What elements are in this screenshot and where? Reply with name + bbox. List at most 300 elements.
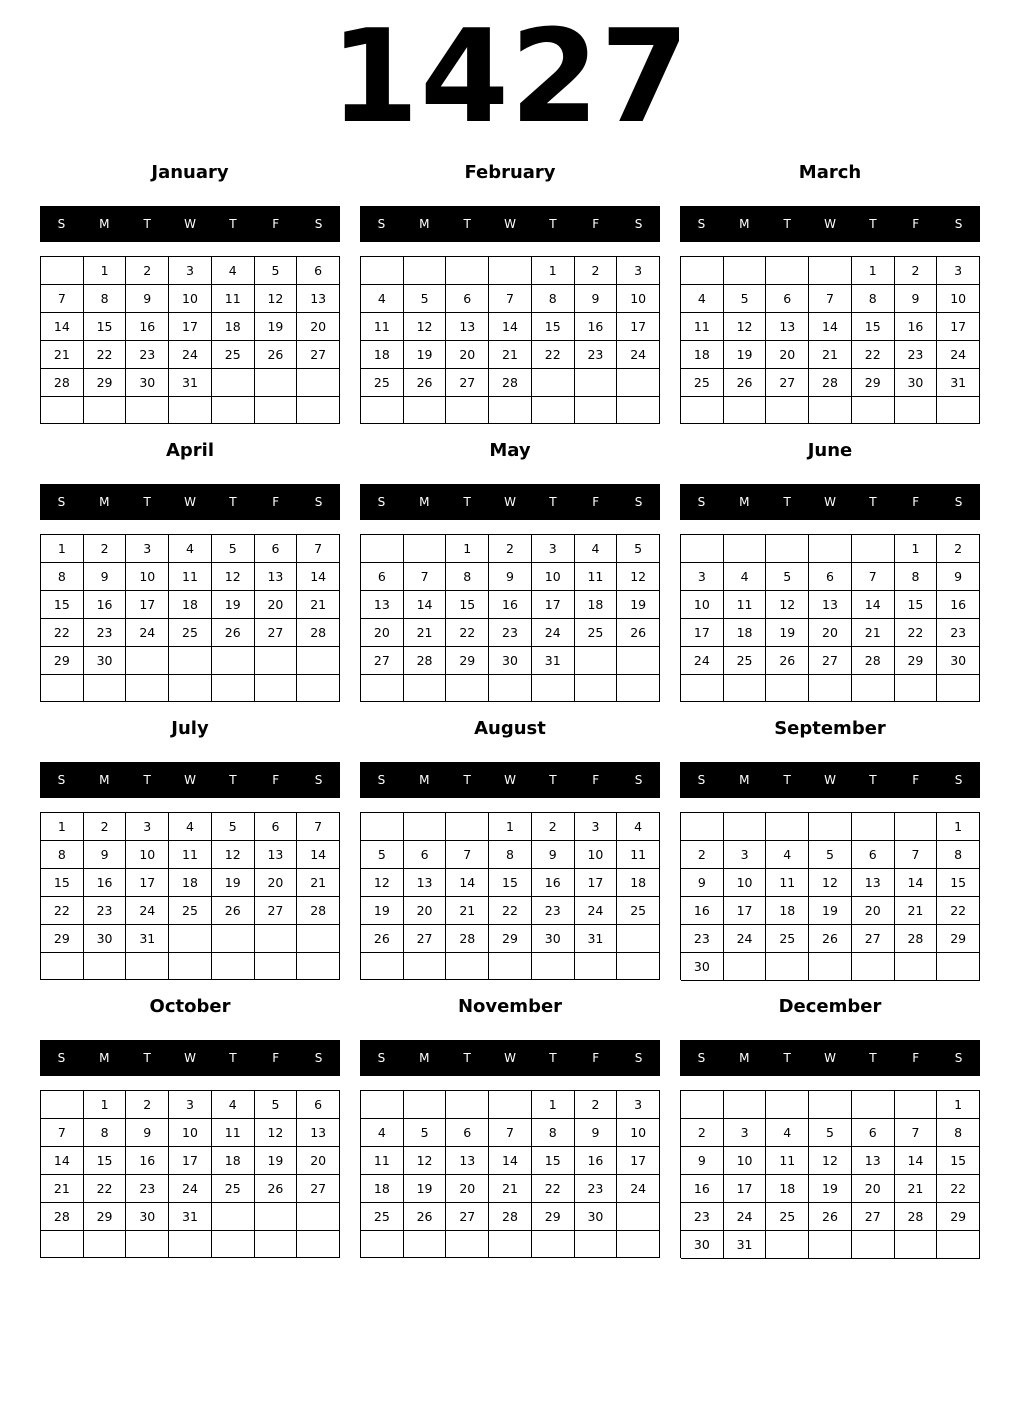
day-cell — [255, 647, 298, 675]
day-cell — [446, 953, 489, 980]
day-cell: 28 — [852, 647, 895, 675]
day-cell: 15 — [41, 869, 84, 897]
weekday-label: S — [697, 495, 706, 509]
day-cell: 4 — [212, 1091, 255, 1119]
day-cell: 13 — [361, 591, 404, 619]
weekday-label: T — [869, 1051, 877, 1065]
day-cell: 8 — [895, 563, 938, 591]
day-cell: 17 — [724, 897, 767, 925]
day-cell — [766, 257, 809, 285]
day-cell — [404, 257, 447, 285]
day-cell: 12 — [404, 1147, 447, 1175]
day-cell — [681, 675, 724, 702]
day-cell: 21 — [446, 897, 489, 925]
day-cell — [852, 397, 895, 424]
day-cell: 14 — [489, 313, 532, 341]
weekday-label: T — [463, 495, 471, 509]
day-cell — [575, 953, 618, 980]
day-cell — [361, 535, 404, 563]
day-cell: 6 — [809, 563, 852, 591]
day-cell: 25 — [575, 619, 618, 647]
day-cell: 18 — [681, 341, 724, 369]
day-cell: 13 — [852, 869, 895, 897]
day-cell — [212, 925, 255, 953]
day-cell: 27 — [766, 369, 809, 397]
day-cell — [404, 535, 447, 563]
day-cell: 19 — [404, 1175, 447, 1203]
day-cell: 4 — [766, 841, 809, 869]
day-cell: 6 — [361, 563, 404, 591]
weekday-label: S — [954, 773, 963, 787]
day-cell — [446, 1231, 489, 1258]
month-title: January — [151, 162, 229, 183]
weekday-label: S — [57, 773, 66, 787]
day-cell: 1 — [446, 535, 489, 563]
day-cell: 6 — [404, 841, 447, 869]
day-cell: 25 — [169, 619, 212, 647]
day-cell: 14 — [297, 563, 340, 591]
day-cell: 6 — [766, 285, 809, 313]
month-title: July — [171, 718, 209, 739]
day-cell — [41, 675, 84, 702]
weekday-label: S — [57, 495, 66, 509]
day-cell: 18 — [361, 341, 404, 369]
weekday-label: T — [143, 1051, 151, 1065]
day-cell — [297, 1203, 340, 1231]
weekday-label: S — [697, 1051, 706, 1065]
day-cell: 15 — [84, 313, 127, 341]
day-cell — [937, 397, 980, 424]
day-cell: 7 — [489, 1119, 532, 1147]
day-cell: 12 — [255, 285, 298, 313]
day-cell: 27 — [404, 925, 447, 953]
day-cell: 26 — [404, 1203, 447, 1231]
weekday-label: T — [549, 773, 557, 787]
day-cell: 24 — [126, 897, 169, 925]
weekday-label: S — [314, 1051, 323, 1065]
day-cell: 10 — [724, 869, 767, 897]
day-cell: 3 — [575, 813, 618, 841]
weekday-label: W — [504, 495, 516, 509]
day-cell: 31 — [724, 1231, 767, 1259]
day-cell: 22 — [489, 897, 532, 925]
day-cell: 28 — [809, 369, 852, 397]
day-cell: 1 — [84, 257, 127, 285]
day-cell: 13 — [255, 563, 298, 591]
day-cell: 8 — [532, 285, 575, 313]
day-cell: 15 — [489, 869, 532, 897]
day-cell: 3 — [169, 257, 212, 285]
day-cell — [126, 1231, 169, 1258]
day-cell: 9 — [681, 869, 724, 897]
day-cell: 15 — [895, 591, 938, 619]
day-cell: 16 — [126, 313, 169, 341]
day-cell — [255, 953, 298, 980]
day-cell: 13 — [809, 591, 852, 619]
day-cell: 27 — [297, 341, 340, 369]
day-cell — [297, 675, 340, 702]
day-cell: 11 — [766, 869, 809, 897]
year-title: 1427 — [329, 3, 691, 152]
day-cell: 25 — [169, 897, 212, 925]
day-cell: 12 — [766, 591, 809, 619]
day-cell: 25 — [681, 369, 724, 397]
day-cell — [361, 257, 404, 285]
day-cell: 2 — [84, 813, 127, 841]
day-cell: 30 — [126, 1203, 169, 1231]
day-cell: 7 — [41, 1119, 84, 1147]
day-cell: 11 — [766, 1147, 809, 1175]
day-cell: 27 — [446, 369, 489, 397]
day-cell: 12 — [212, 563, 255, 591]
day-cell: 4 — [361, 285, 404, 313]
day-cell — [681, 257, 724, 285]
day-cell: 23 — [489, 619, 532, 647]
day-cell — [766, 535, 809, 563]
day-cell: 17 — [169, 1147, 212, 1175]
day-cell: 19 — [617, 591, 660, 619]
day-cell: 24 — [126, 619, 169, 647]
day-cell — [212, 397, 255, 424]
day-cell — [361, 397, 404, 424]
day-grid — [680, 1090, 980, 1258]
weekday-label: M — [99, 1051, 110, 1065]
day-cell: 25 — [212, 1175, 255, 1203]
day-cell: 5 — [766, 563, 809, 591]
day-cell: 2 — [532, 813, 575, 841]
day-cell: 9 — [126, 1119, 169, 1147]
day-cell: 16 — [937, 591, 980, 619]
day-cell: 2 — [681, 841, 724, 869]
weekday-label: S — [57, 217, 66, 231]
day-cell — [212, 647, 255, 675]
day-cell: 25 — [617, 897, 660, 925]
day-cell — [724, 953, 767, 981]
day-cell: 20 — [766, 341, 809, 369]
day-cell: 28 — [489, 1203, 532, 1231]
day-cell: 6 — [852, 841, 895, 869]
month-title: September — [774, 718, 886, 739]
day-cell: 30 — [84, 925, 127, 953]
day-cell: 21 — [41, 341, 84, 369]
day-cell — [446, 675, 489, 702]
day-cell: 28 — [404, 647, 447, 675]
day-cell: 27 — [255, 897, 298, 925]
day-cell: 15 — [446, 591, 489, 619]
day-cell: 26 — [361, 925, 404, 953]
day-cell: 14 — [489, 1147, 532, 1175]
day-cell: 29 — [489, 925, 532, 953]
day-cell: 30 — [84, 647, 127, 675]
weekday-header — [360, 762, 660, 798]
day-cell: 3 — [126, 535, 169, 563]
day-cell — [255, 369, 298, 397]
day-grid — [680, 256, 980, 424]
weekday-label: S — [954, 1051, 963, 1065]
day-cell: 7 — [404, 563, 447, 591]
weekday-label: W — [504, 1051, 516, 1065]
day-cell: 12 — [404, 313, 447, 341]
weekday-label: W — [504, 217, 516, 231]
day-cell: 6 — [297, 1091, 340, 1119]
day-cell: 28 — [297, 619, 340, 647]
day-cell: 21 — [895, 897, 938, 925]
day-cell: 11 — [169, 841, 212, 869]
day-cell — [532, 1231, 575, 1258]
day-cell: 28 — [895, 1203, 938, 1231]
weekday-label: T — [143, 773, 151, 787]
day-cell: 31 — [575, 925, 618, 953]
day-cell: 27 — [852, 1203, 895, 1231]
weekday-label: S — [634, 1051, 643, 1065]
weekday-header — [360, 206, 660, 242]
day-cell: 17 — [126, 869, 169, 897]
day-cell: 4 — [169, 535, 212, 563]
day-cell — [169, 397, 212, 424]
weekday-label: S — [377, 217, 386, 231]
day-cell — [937, 1231, 980, 1259]
day-cell: 28 — [446, 925, 489, 953]
day-cell: 12 — [809, 869, 852, 897]
day-cell: 18 — [766, 897, 809, 925]
weekday-header — [360, 484, 660, 520]
day-cell: 16 — [84, 591, 127, 619]
day-cell — [41, 953, 84, 980]
day-cell — [575, 1231, 618, 1258]
day-cell: 17 — [617, 313, 660, 341]
day-cell: 22 — [852, 341, 895, 369]
day-cell: 1 — [41, 813, 84, 841]
day-cell — [617, 369, 660, 397]
weekday-label: S — [314, 217, 323, 231]
day-cell: 5 — [404, 1119, 447, 1147]
weekday-label: W — [184, 495, 196, 509]
day-cell — [724, 675, 767, 702]
day-cell: 22 — [41, 897, 84, 925]
day-cell: 13 — [297, 1119, 340, 1147]
day-cell: 30 — [895, 369, 938, 397]
weekday-header — [680, 484, 980, 520]
day-cell: 4 — [617, 813, 660, 841]
day-cell — [361, 953, 404, 980]
weekday-label: M — [419, 773, 430, 787]
day-cell — [126, 397, 169, 424]
day-cell: 9 — [937, 563, 980, 591]
month-title: April — [165, 440, 215, 461]
day-cell — [532, 369, 575, 397]
day-cell: 23 — [84, 619, 127, 647]
day-cell — [84, 397, 127, 424]
day-cell: 14 — [297, 841, 340, 869]
day-cell — [766, 953, 809, 981]
day-cell — [852, 535, 895, 563]
day-cell: 24 — [169, 1175, 212, 1203]
day-cell: 16 — [532, 869, 575, 897]
day-cell: 2 — [84, 535, 127, 563]
day-cell: 29 — [937, 1203, 980, 1231]
day-cell — [809, 953, 852, 981]
day-cell: 10 — [937, 285, 980, 313]
day-cell — [297, 1231, 340, 1258]
day-cell: 5 — [404, 285, 447, 313]
day-cell: 13 — [297, 285, 340, 313]
day-cell — [937, 953, 980, 981]
day-cell: 7 — [852, 563, 895, 591]
weekday-label: F — [592, 495, 600, 509]
day-cell: 15 — [532, 1147, 575, 1175]
day-cell: 16 — [681, 897, 724, 925]
day-cell — [489, 1231, 532, 1258]
day-cell — [617, 675, 660, 702]
day-cell: 23 — [126, 1175, 169, 1203]
day-cell: 8 — [41, 563, 84, 591]
day-cell: 3 — [724, 1119, 767, 1147]
day-cell: 24 — [532, 619, 575, 647]
day-cell: 30 — [532, 925, 575, 953]
day-cell: 26 — [809, 925, 852, 953]
day-cell — [404, 953, 447, 980]
day-cell: 23 — [937, 619, 980, 647]
day-cell: 14 — [446, 869, 489, 897]
day-cell: 19 — [255, 313, 298, 341]
weekday-label: W — [184, 1051, 196, 1065]
day-cell: 25 — [361, 1203, 404, 1231]
day-cell: 24 — [617, 1175, 660, 1203]
day-cell: 8 — [532, 1119, 575, 1147]
day-cell — [766, 1091, 809, 1119]
weekday-label: T — [229, 217, 237, 231]
day-cell — [446, 397, 489, 424]
day-cell — [852, 813, 895, 841]
day-cell: 8 — [41, 841, 84, 869]
day-cell: 8 — [937, 1119, 980, 1147]
day-cell — [169, 675, 212, 702]
day-cell — [852, 1091, 895, 1119]
day-cell: 5 — [255, 257, 298, 285]
day-cell: 31 — [532, 647, 575, 675]
weekday-header — [40, 1040, 340, 1076]
day-cell — [895, 1231, 938, 1259]
day-cell: 29 — [532, 1203, 575, 1231]
day-cell: 29 — [852, 369, 895, 397]
day-cell: 21 — [404, 619, 447, 647]
weekday-label: T — [229, 495, 237, 509]
day-cell: 14 — [41, 313, 84, 341]
weekday-label: M — [99, 773, 110, 787]
weekday-label: M — [739, 773, 750, 787]
day-cell: 22 — [895, 619, 938, 647]
day-cell: 11 — [361, 313, 404, 341]
day-cell: 16 — [575, 313, 618, 341]
day-cell — [446, 813, 489, 841]
day-cell — [532, 397, 575, 424]
day-cell: 6 — [446, 285, 489, 313]
day-cell — [809, 675, 852, 702]
weekday-label: S — [697, 217, 706, 231]
day-cell — [895, 953, 938, 981]
weekday-label: M — [99, 217, 110, 231]
day-cell: 13 — [255, 841, 298, 869]
day-cell: 20 — [809, 619, 852, 647]
weekday-label: S — [314, 495, 323, 509]
day-cell: 26 — [212, 619, 255, 647]
day-grid — [40, 256, 340, 424]
day-grid — [360, 1090, 660, 1258]
day-cell: 8 — [852, 285, 895, 313]
day-cell: 19 — [404, 341, 447, 369]
day-cell: 6 — [852, 1119, 895, 1147]
day-grid — [680, 534, 980, 702]
day-cell — [532, 675, 575, 702]
weekday-label: F — [272, 1051, 280, 1065]
day-cell — [489, 1091, 532, 1119]
day-cell: 3 — [169, 1091, 212, 1119]
day-cell: 21 — [895, 1175, 938, 1203]
day-cell — [489, 675, 532, 702]
day-cell: 9 — [681, 1147, 724, 1175]
day-cell: 27 — [297, 1175, 340, 1203]
day-cell: 30 — [575, 1203, 618, 1231]
weekday-label: F — [272, 773, 280, 787]
day-cell — [169, 953, 212, 980]
day-cell: 4 — [766, 1119, 809, 1147]
day-cell: 22 — [532, 1175, 575, 1203]
day-cell: 12 — [724, 313, 767, 341]
day-cell: 30 — [489, 647, 532, 675]
day-cell: 24 — [681, 647, 724, 675]
day-cell — [575, 369, 618, 397]
weekday-label: F — [912, 1051, 920, 1065]
day-cell: 17 — [937, 313, 980, 341]
weekday-label: W — [824, 1051, 836, 1065]
day-cell — [297, 647, 340, 675]
weekday-label: M — [739, 217, 750, 231]
day-cell: 29 — [895, 647, 938, 675]
day-cell: 26 — [255, 1175, 298, 1203]
day-cell: 15 — [84, 1147, 127, 1175]
day-cell: 26 — [766, 647, 809, 675]
weekday-header — [40, 484, 340, 520]
weekday-label: T — [229, 1051, 237, 1065]
day-cell — [809, 813, 852, 841]
day-cell: 20 — [404, 897, 447, 925]
day-cell: 12 — [617, 563, 660, 591]
day-cell — [617, 925, 660, 953]
day-cell: 11 — [575, 563, 618, 591]
day-cell: 19 — [212, 869, 255, 897]
day-cell — [361, 675, 404, 702]
day-cell: 20 — [446, 341, 489, 369]
day-cell: 14 — [852, 591, 895, 619]
day-cell: 6 — [255, 813, 298, 841]
day-cell: 10 — [169, 285, 212, 313]
day-cell: 27 — [361, 647, 404, 675]
day-cell: 13 — [446, 1147, 489, 1175]
day-cell: 14 — [895, 1147, 938, 1175]
day-cell: 2 — [575, 257, 618, 285]
day-cell — [126, 953, 169, 980]
day-cell: 13 — [766, 313, 809, 341]
weekday-label: F — [592, 217, 600, 231]
day-cell: 21 — [852, 619, 895, 647]
day-cell — [575, 397, 618, 424]
day-cell: 20 — [361, 619, 404, 647]
weekday-label: T — [549, 495, 557, 509]
day-cell — [255, 675, 298, 702]
day-cell — [937, 675, 980, 702]
day-cell: 8 — [84, 285, 127, 313]
weekday-label: W — [184, 773, 196, 787]
